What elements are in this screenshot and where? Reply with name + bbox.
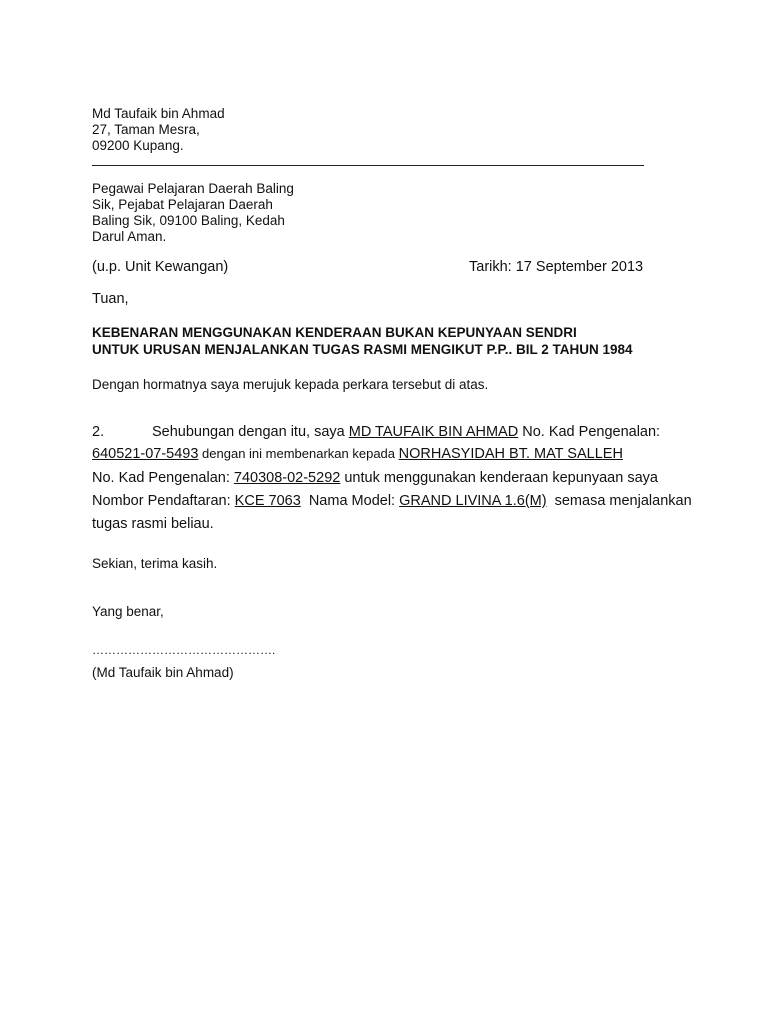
owner-name: MD TAUFAIK BIN AHMAD: [348, 424, 519, 440]
borrower-ic-number: 740308-02-5292: [233, 470, 341, 486]
borrower-name: NORHASYIDAH BT. MAT SALLEH: [398, 446, 623, 462]
paragraph-2-line-2: [92, 446, 623, 462]
letter-date: Tarikh: 17 September 2013: [469, 259, 644, 275]
attention-line: (u.p. Unit Kewangan): [92, 259, 229, 275]
sender-name: Md Taufaik bin Ahmad: [92, 106, 225, 121]
paragraph-2-line-5: tugas rasmi beliau.: [92, 516, 214, 532]
subject-line-2: UNTUK URUSAN MENJALANKAN TUGAS RASMI MENGIKUT P.P.. BIL 2 TAHUN 1984: [92, 342, 633, 357]
recipient-line-2: Sik, Pejabat Pelajaran Daerah: [92, 197, 273, 212]
closing-line: Sekian, terima kasih.: [92, 556, 218, 571]
p2-text-3b: untuk menggunakan kenderaan kepunyaan saya: [340, 470, 658, 486]
subject-line-1: KEBENARAN MENGGUNAKAN KENDERAAN BUKAN KEPUNYAAN SENDRI: [92, 325, 577, 340]
vehicle-registration: KCE 7063: [234, 493, 301, 509]
paragraph-2-line-3: [92, 470, 658, 486]
header-divider: [92, 165, 644, 166]
paragraph-2-line-1: [152, 424, 660, 440]
signature-name: (Md Taufaik bin Ahmad): [92, 665, 234, 680]
p2-text-1b: No. Kad Pengenalan:: [518, 424, 661, 440]
p2-text-4c: semasa menjalankan: [546, 493, 692, 509]
p2-text-4b: Nama Model:: [300, 493, 400, 509]
p2-text-1a: Sehubungan dengan itu, saya: [152, 424, 349, 440]
vehicle-model: GRAND LIVINA 1.6(M): [399, 493, 547, 509]
recipient-line-4: Darul Aman.: [92, 229, 167, 244]
p2-text-4a: Nombor Pendaftaran:: [92, 493, 235, 509]
recipient-line-1: Pegawai Pelajaran Daerah Baling: [92, 181, 294, 196]
signature-line: ……………………………………….: [92, 643, 276, 657]
owner-ic-number: 640521-07-5493: [92, 446, 199, 462]
intro-paragraph: Dengan hormatnya saya merujuk kepada perkara tersebut di atas.: [92, 377, 489, 392]
paragraph-2-line-4: [92, 493, 692, 509]
recipient-line-3: Baling Sik, 09100 Baling, Kedah: [92, 213, 285, 228]
sender-address-line-2: 09200 Kupang.: [92, 138, 184, 153]
signoff: Yang benar,: [92, 604, 164, 619]
salutation: Tuan,: [92, 291, 129, 307]
paragraph-number: 2.: [92, 424, 105, 440]
p2-text-3a: No. Kad Pengenalan:: [92, 470, 234, 486]
sender-address-line-1: 27, Taman Mesra,: [92, 122, 200, 137]
p2-text-2a: dengan ini membenarkan kepada: [198, 446, 399, 461]
